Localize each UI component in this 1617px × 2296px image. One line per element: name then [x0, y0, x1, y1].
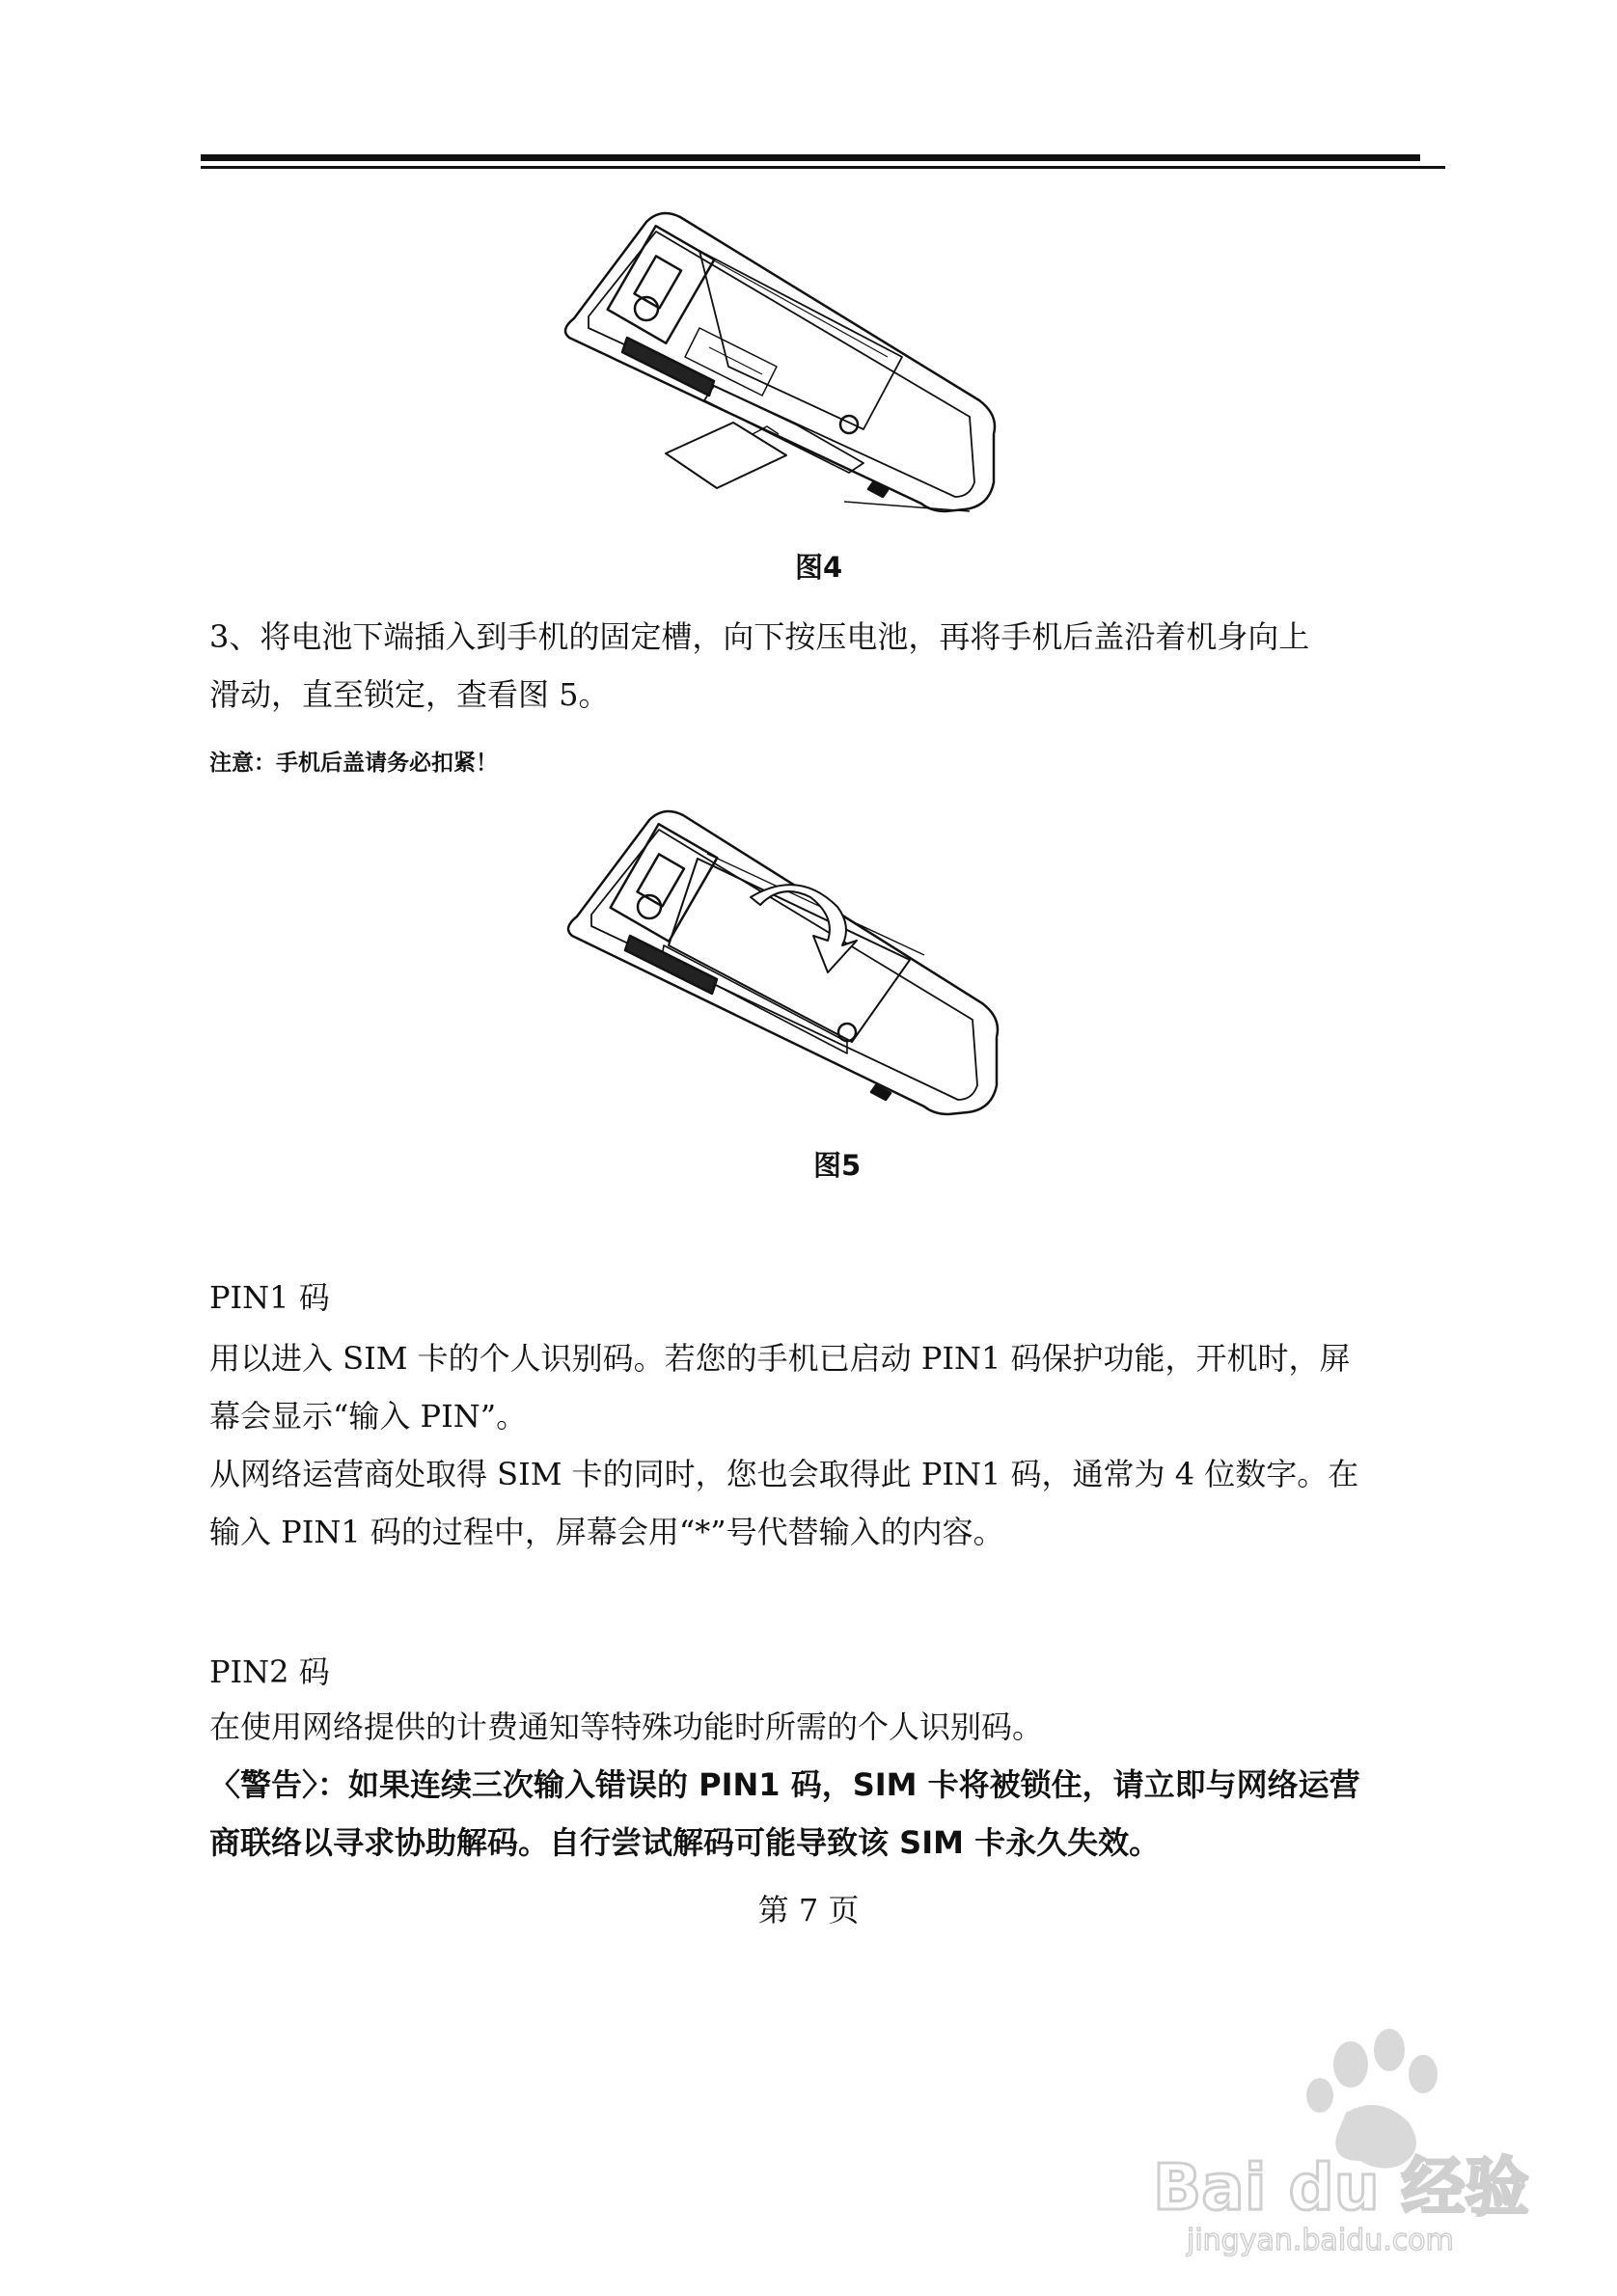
- warning-line: 〈警告〉：如果连续三次输入错误的 PIN1 码，SIM 卡将被锁住，请立即与网络运营: [209, 1766, 1360, 1803]
- text-line: 3、将电池下端插入到手机的固定槽，向下按压电池，再将手机后盖沿着机身向上: [209, 618, 1310, 655]
- watermark-url: jingyan.baidu.com: [1187, 2224, 1454, 2257]
- warning-line: 商联络以寻求协助解码。自行尝试解码可能导致该 SIM 卡永久失效。: [209, 1824, 1161, 1861]
- step-3-paragraph: [209, 608, 1439, 724]
- text-line: 从网络运营商处取得 SIM 卡的同时，您也会取得此 PIN1 码，通常为 4 位数字。在: [209, 1456, 1359, 1492]
- text-line: 幕会显示“输入 PIN”。: [209, 1398, 528, 1435]
- page-number: 第 7 页: [757, 1892, 860, 1928]
- figure-4-phone-sim-illustration: [555, 203, 1008, 526]
- text-line: 在使用网络提供的计费通知等特殊功能时所需的个人识别码。: [209, 1708, 1044, 1745]
- pin2-paragraph: [209, 1698, 1439, 1872]
- header-rule-thin: [201, 166, 1445, 169]
- text-line: 输入 PIN1 码的过程中，屏幕会用“*”号代替输入的内容。: [209, 1514, 1004, 1550]
- watermark-brand: Bai du 经验: [1153, 2150, 1529, 2225]
- figure-5-phone-battery-illustration: [558, 801, 1011, 1129]
- text-line: 用以进入 SIM 卡的个人识别码。若您的手机已启动 PIN1 码保护功能，开机时，屏: [209, 1340, 1351, 1377]
- caution-note: 注意：手机后盖请务必扣紧！: [209, 751, 498, 776]
- baidu-jingyan-watermark: [1148, 2007, 1553, 2257]
- header-rule: [201, 154, 1420, 161]
- figure-4-caption: 图4: [795, 551, 843, 584]
- pin1-heading: PIN1 码: [209, 1279, 330, 1316]
- text-line: 滑动，直至锁定，查看图 5。: [209, 676, 610, 713]
- pin2-heading: PIN2 码: [209, 1654, 330, 1690]
- pin1-paragraph: [209, 1329, 1439, 1561]
- figure-5-caption: 图5: [813, 1149, 862, 1182]
